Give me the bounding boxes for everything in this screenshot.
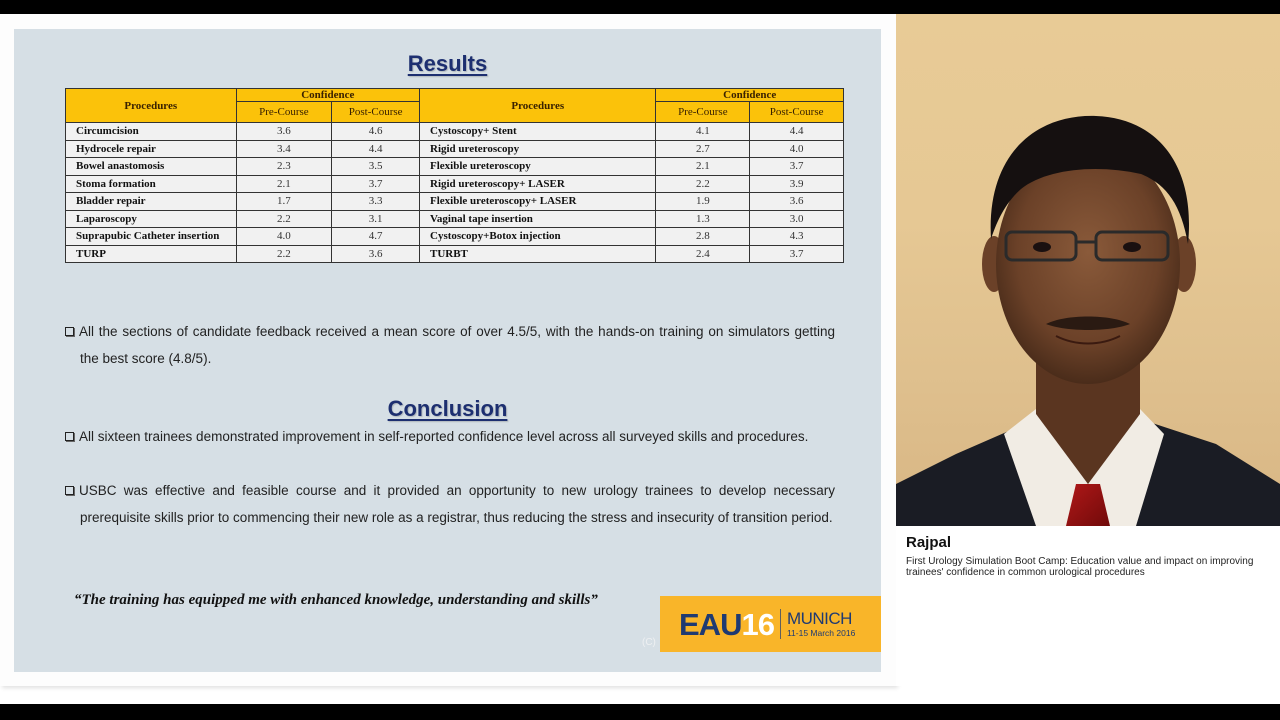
logo-eau: EAU: [679, 606, 742, 642]
speaker-name: Rajpal: [906, 534, 952, 551]
procedure-cell: Flexible ureteroscopy+ LASER: [420, 193, 656, 211]
post-cell: 3.7: [332, 175, 420, 193]
table-row: [66, 123, 420, 141]
procedure-cell: Stoma formation: [66, 175, 237, 193]
logo-dates: 11-15 March 2016: [786, 628, 856, 639]
pre-cell: 2.1: [236, 175, 332, 193]
pre-cell: 2.2: [236, 245, 332, 263]
pre-cell: 2.2: [236, 210, 332, 228]
results-title: Results: [407, 51, 488, 76]
post-course-header: Post-Course: [332, 102, 420, 123]
results-table-left: [65, 88, 420, 263]
logo-number: 16: [741, 606, 774, 642]
checkbox-bullet-icon: [65, 486, 74, 495]
procedure-cell: Bowel anastomosis: [66, 158, 237, 176]
results-bullet-text: All the sections of candidate feedback received a mean score of over 4.5/5, with the hands-on training on simulators getting the best score (4.8/5).: [79, 324, 835, 366]
table-row: [66, 228, 420, 246]
table-row: [66, 158, 420, 176]
speaker-portrait-icon: [896, 14, 1280, 526]
procedure-cell: Rigid ureteroscopy+ LASER: [420, 175, 656, 193]
pre-cell: 1.9: [656, 193, 750, 211]
table-row: [66, 210, 420, 228]
copyright-mark: (C): [642, 637, 656, 648]
procedure-cell: Cystoscopy+ Stent: [420, 123, 656, 141]
pre-cell: 3.6: [236, 123, 332, 141]
table-row: [420, 158, 844, 176]
conclusion-bullet: [65, 423, 835, 450]
table-row: [66, 140, 420, 158]
procedure-cell: Cystoscopy+Botox injection: [420, 228, 656, 246]
procedures-header: Procedures: [66, 89, 237, 123]
post-cell: 3.6: [750, 193, 844, 211]
post-course-header: Post-Course: [750, 102, 844, 123]
procedure-cell: Bladder repair: [66, 193, 237, 211]
table-row: [66, 245, 420, 263]
pre-cell: 2.3: [236, 158, 332, 176]
logo-divider: [780, 609, 781, 639]
table-row: [420, 228, 844, 246]
pre-cell: 1.3: [656, 210, 750, 228]
pre-cell: 3.4: [236, 140, 332, 158]
slide: [14, 29, 881, 672]
letterbox-top: [0, 0, 1280, 14]
post-cell: 3.0: [750, 210, 844, 228]
table-row: [420, 175, 844, 193]
procedure-cell: TURBT: [420, 245, 656, 263]
pre-cell: 4.1: [656, 123, 750, 141]
checkbox-bullet-icon: [65, 327, 74, 336]
post-cell: 3.7: [750, 245, 844, 263]
table-row: [66, 193, 420, 211]
pre-cell: 2.4: [656, 245, 750, 263]
trainee-quote: “The training has equipped me with enhanced knowledge, understanding and skills”: [74, 592, 598, 608]
logo-city: MUNICH: [786, 609, 852, 629]
pre-cell: 1.7: [236, 193, 332, 211]
post-cell: 3.5: [332, 158, 420, 176]
table-row: [420, 123, 844, 141]
talk-title: First Urology Simulation Boot Camp: Education value and impact on improving trainees' confidence in common urological procedures: [906, 556, 1254, 578]
post-cell: 3.7: [750, 158, 844, 176]
post-cell: 4.0: [750, 140, 844, 158]
table-row: [420, 245, 844, 263]
table-row: [420, 193, 844, 211]
post-cell: 3.6: [332, 245, 420, 263]
procedure-cell: Suprapubic Catheter insertion: [66, 228, 237, 246]
post-cell: 4.3: [750, 228, 844, 246]
pre-course-header: Pre-Course: [236, 102, 332, 123]
conclusion-bullet-text: All sixteen trainees demonstrated improvement in self-reported confidence level across all surveyed skills and procedures.: [79, 429, 809, 444]
letterbox-bottom: [0, 704, 1280, 720]
speaker-caption: [896, 526, 1280, 686]
post-cell: 3.3: [332, 193, 420, 211]
pre-cell: 2.2: [656, 175, 750, 193]
confidence-header: Confidence: [236, 89, 419, 102]
conclusion-bullet-text: USBC was effective and feasible course and it provided an opportunity to new urology trainees to develop necessary prerequisite skills prior to commencing their new role as a registrar, thus reducing the stress and insecurity of transition period.: [79, 483, 835, 525]
confidence-header: Confidence: [656, 89, 844, 102]
post-cell: 4.4: [332, 140, 420, 158]
post-cell: 3.9: [750, 175, 844, 193]
table-row: [66, 175, 420, 193]
post-cell: 4.4: [750, 123, 844, 141]
pre-cell: 2.8: [656, 228, 750, 246]
post-cell: 4.6: [332, 123, 420, 141]
procedure-cell: TURP: [66, 245, 237, 263]
pre-course-header: Pre-Course: [656, 102, 750, 123]
pre-cell: 4.0: [236, 228, 332, 246]
procedures-header: Procedures: [420, 89, 656, 123]
checkbox-bullet-icon: [65, 432, 74, 441]
procedure-cell: Laparoscopy: [66, 210, 237, 228]
conclusion-title: Conclusion: [387, 396, 508, 421]
post-cell: 3.1: [332, 210, 420, 228]
table-row: [420, 140, 844, 158]
pre-cell: 2.7: [656, 140, 750, 158]
procedure-cell: Circumcision: [66, 123, 237, 141]
procedure-cell: Rigid ureteroscopy: [420, 140, 656, 158]
logo-city-block: [787, 610, 855, 638]
table-row: [420, 210, 844, 228]
results-table-right: [419, 88, 844, 263]
pre-cell: 2.1: [656, 158, 750, 176]
procedure-cell: Vaginal tape insertion: [420, 210, 656, 228]
post-cell: 4.7: [332, 228, 420, 246]
results-bullet: [65, 318, 835, 372]
procedure-cell: Hydrocele repair: [66, 140, 237, 158]
procedure-cell: Flexible ureteroscopy: [420, 158, 656, 176]
speaker-video[interactable]: [896, 14, 1280, 526]
conclusion-bullet: [65, 477, 835, 531]
